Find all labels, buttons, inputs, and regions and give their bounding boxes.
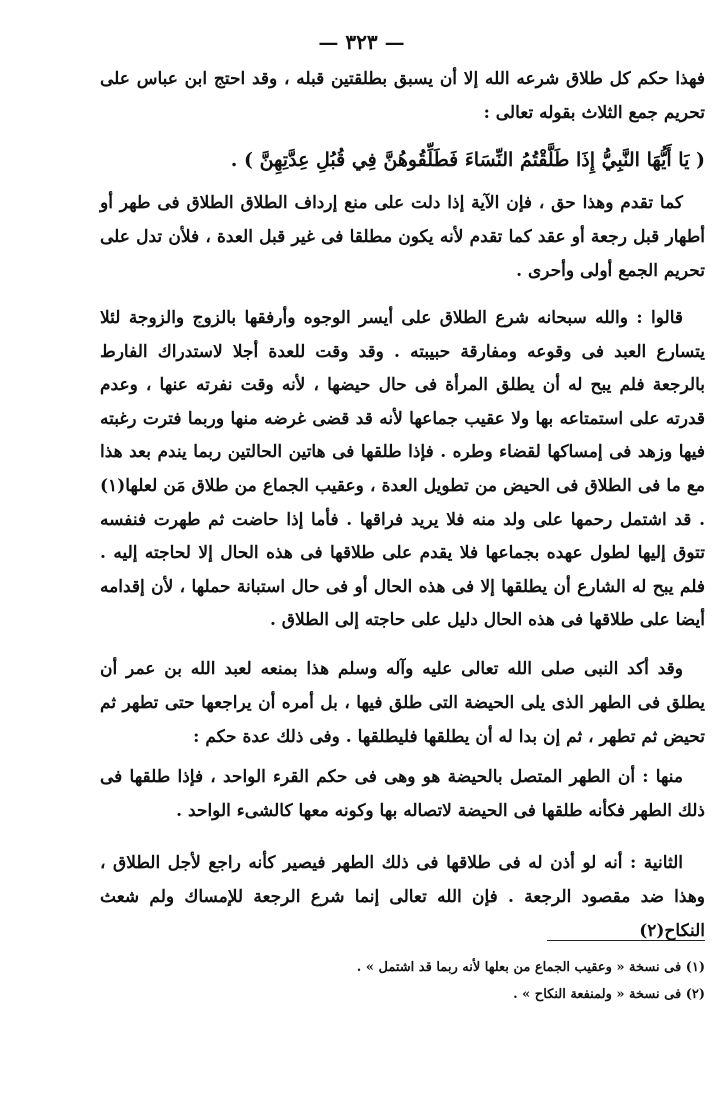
page-number: — ٣٢٣ — [318, 30, 405, 54]
quran-verse: ( يَا أَيُّهَا النَّبِيُّ إِذَا طَلَّقْتُمُ النِّسَاءَ فَطَلِّقُوهُنَّ فِي قُبُلِ عِدَّتِهِنَّ ) . [230, 149, 705, 171]
footnote-1: (١) فى نسخة « وعقيب الجماع من بعلها لأنه ربما قد اشتمل » . [356, 960, 705, 975]
paragraph-1: فهذا حكم كل طلاق شرعه الله إلا أن يسبق بطلقتين قبله ، وقد احتج ابن عباس على تحريم جمع الثلاث بقوله تعالى : [100, 69, 705, 123]
footnotes [150, 954, 705, 1008]
paragraph-6: الثانية : أنه لو أذن له فى طلاقها فى ذلك الطهر فيصير كأنه راجع لأجل الطلاق ، وهذا ضد مقصود الرجعة . فإن الله تعالى إنما شرع الرجعة للإمساك ولم شعث النكاح(٢) [100, 853, 705, 941]
paragraph-5: منها : أن الطهر المتصل بالحيضة هو وهى فى حكم القرء الواحد ، فإذا طلقها فى ذلك الطهر فكأنه طلقها فى الحيضة لاتصاله بها وكونه معها كالشىء الواحد . [100, 767, 705, 821]
paragraph-3: قالوا : والله سبحانه شرع الطلاق على أيسر الوجوه وأرفقها بالزوج والزوجة لئلا يتسارع العبد فى وقوعه ومفارقة حبيبته . وقد وقت للعدة أجلا لاستدراك الفارط بالرجعة فلم يبح له أن يطلق المرأة فى حال حيضها ، لأنه وقت نفرته عنها ، وعدم قدرته على استمتاعه بها ولا عقيب جماعها لأنه قد قضى غرضه منها وربما فترت رغبته فيها وزهد فى إمساكها لقضاء وطره . فإذا طلقها فى هاتين الحالتين ربما يندم بعد هذا مع ما فى الطلاق فى الحيض من تطويل العدة ، وعقيب الجماع من طلاق مَن لعلها(١) . قد اشتمل رحمها على ولد منه فلا يريد فراقها . فأما إذا حاضت ثم طهرت فنفسه تتوق إليها لطول عهده بجماعها فلا يقدم على طلاقها فى هذه الحال إلا لحاجته إليه . فلم يبح له الشارع أن يطلقها إلا فى هذه الحال أو فى حال استبانة حملها ، لأن إقدامه أيضا على طلاقها فى هذه الحال دليل على حاجته إلى الطلاق . [100, 308, 705, 631]
footnote-divider [547, 940, 705, 941]
paragraph-2: كما تقدم وهذا حق ، فإن الآية إذا دلت على منع إرداف الطلاق الطلاق فى طهر أو أطهار قبل رجعة أو عقد كما تقدم لأنه يكون مطلقا فى غير قبل العدة ، فلأن تدل على تحريم الجمع أولى وأحرى . [100, 193, 705, 281]
paragraph-4: وقد أكد النبى صلى الله تعالى عليه وآله وسلم هذا بمنعه لعبد الله بن عمر أن يطلق فى الطهر الذى يلى الحيضة التى طلق فيها ، بل أمره أن يراجعها حتى تطهر ثم تحيض ثم تطهر ، ثم إن بدا له أن يطلقها فليطلقها . وفى ذلك عدة حكم : [100, 659, 705, 747]
footnote-2: (٢) فى نسخة « ولمنفعة النكاح » . [513, 987, 705, 1002]
